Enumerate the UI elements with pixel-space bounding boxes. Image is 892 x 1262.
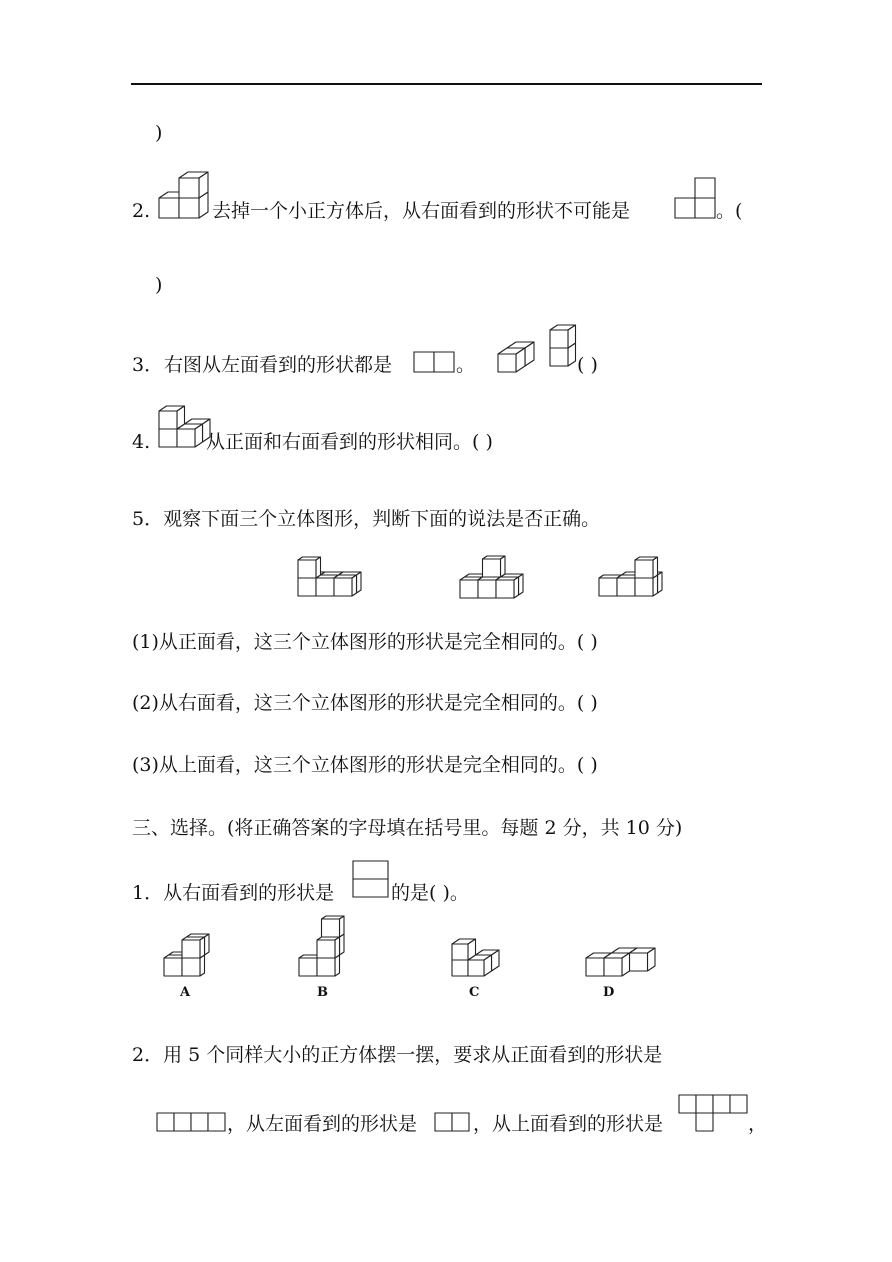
- q2-answer-paren-close: ): [155, 274, 163, 296]
- q5-figure-2: [458, 550, 524, 600]
- c2-front-shape: [156, 1112, 228, 1134]
- q1-answer-paren-close: ): [155, 122, 163, 144]
- q4-cube-figure: [157, 403, 207, 449]
- c1-option-b-label[interactable]: B: [317, 985, 328, 1000]
- q3-cube-figure-2: [548, 318, 580, 368]
- q5-statement-3: (3)从上面看，这三个立体图形的形状是完全相同的。( ): [132, 754, 598, 776]
- q5-statement-2: (2)从右面看，这三个立体图形的形状是完全相同的。( ): [132, 692, 598, 714]
- c1-option-a-label[interactable]: A: [180, 985, 191, 1000]
- q3-number: 3．: [132, 354, 164, 376]
- q2-shape-figure: [674, 176, 718, 220]
- q3-shape-figure: [413, 351, 459, 373]
- c1-option-d-label[interactable]: D: [603, 985, 615, 1000]
- c1-shape-figure: [352, 860, 392, 902]
- c1-option-d-figure[interactable]: [584, 940, 642, 978]
- c1-text-pre: 1．从右面看到的形状是: [132, 882, 335, 904]
- c2-top-shape: [678, 1094, 750, 1134]
- c1-option-a-figure[interactable]: [162, 928, 214, 978]
- q2-end: 。(: [716, 200, 743, 222]
- q3-cube-figure-1: [496, 336, 536, 376]
- q3-answer-paren[interactable]: ( ): [577, 354, 598, 376]
- q2-number: 2.: [132, 200, 151, 222]
- section-3-heading: 三、选择。(将正确答案的字母填在括号里。每题 2 分，共 10 分): [132, 817, 683, 839]
- q4-text: 从正面和右面看到的形状相同。( ): [206, 431, 493, 453]
- c2-text-mid-2: ，从上面看到的形状是: [473, 1113, 664, 1135]
- q5-text: 5．观察下面三个立体图形，判断下面的说法是否正确。: [132, 508, 601, 530]
- q5-figure-1: [296, 548, 362, 598]
- q3-dot: 。: [456, 354, 476, 376]
- q2-text: 去掉一个小正方体后，从右面看到的形状不可能是: [212, 200, 631, 222]
- q5-figure-3: [597, 548, 663, 598]
- q5-statement-1: (1)从正面看，这三个立体图形的形状是完全相同的。( ): [132, 631, 598, 653]
- q4-number: 4.: [132, 431, 151, 453]
- c2-text-mid-1: ，从左面看到的形状是: [227, 1113, 418, 1135]
- c1-text-post: 的是( )。: [391, 882, 469, 904]
- c1-option-b-figure[interactable]: [297, 920, 357, 978]
- c2-left-shape: [434, 1112, 474, 1134]
- c1-option-c-figure[interactable]: [450, 938, 502, 978]
- c2-end: ，: [748, 1113, 768, 1135]
- q3-text: 右图从左面看到的形状都是: [164, 354, 393, 376]
- q2-cube-figure: [157, 166, 213, 220]
- header-rule: [131, 83, 762, 85]
- c1-option-c-label[interactable]: C: [469, 985, 480, 1000]
- c2-line-1: 2．用 5 个同样大小的正方体摆一摆，要求从正面看到的形状是: [132, 1044, 663, 1066]
